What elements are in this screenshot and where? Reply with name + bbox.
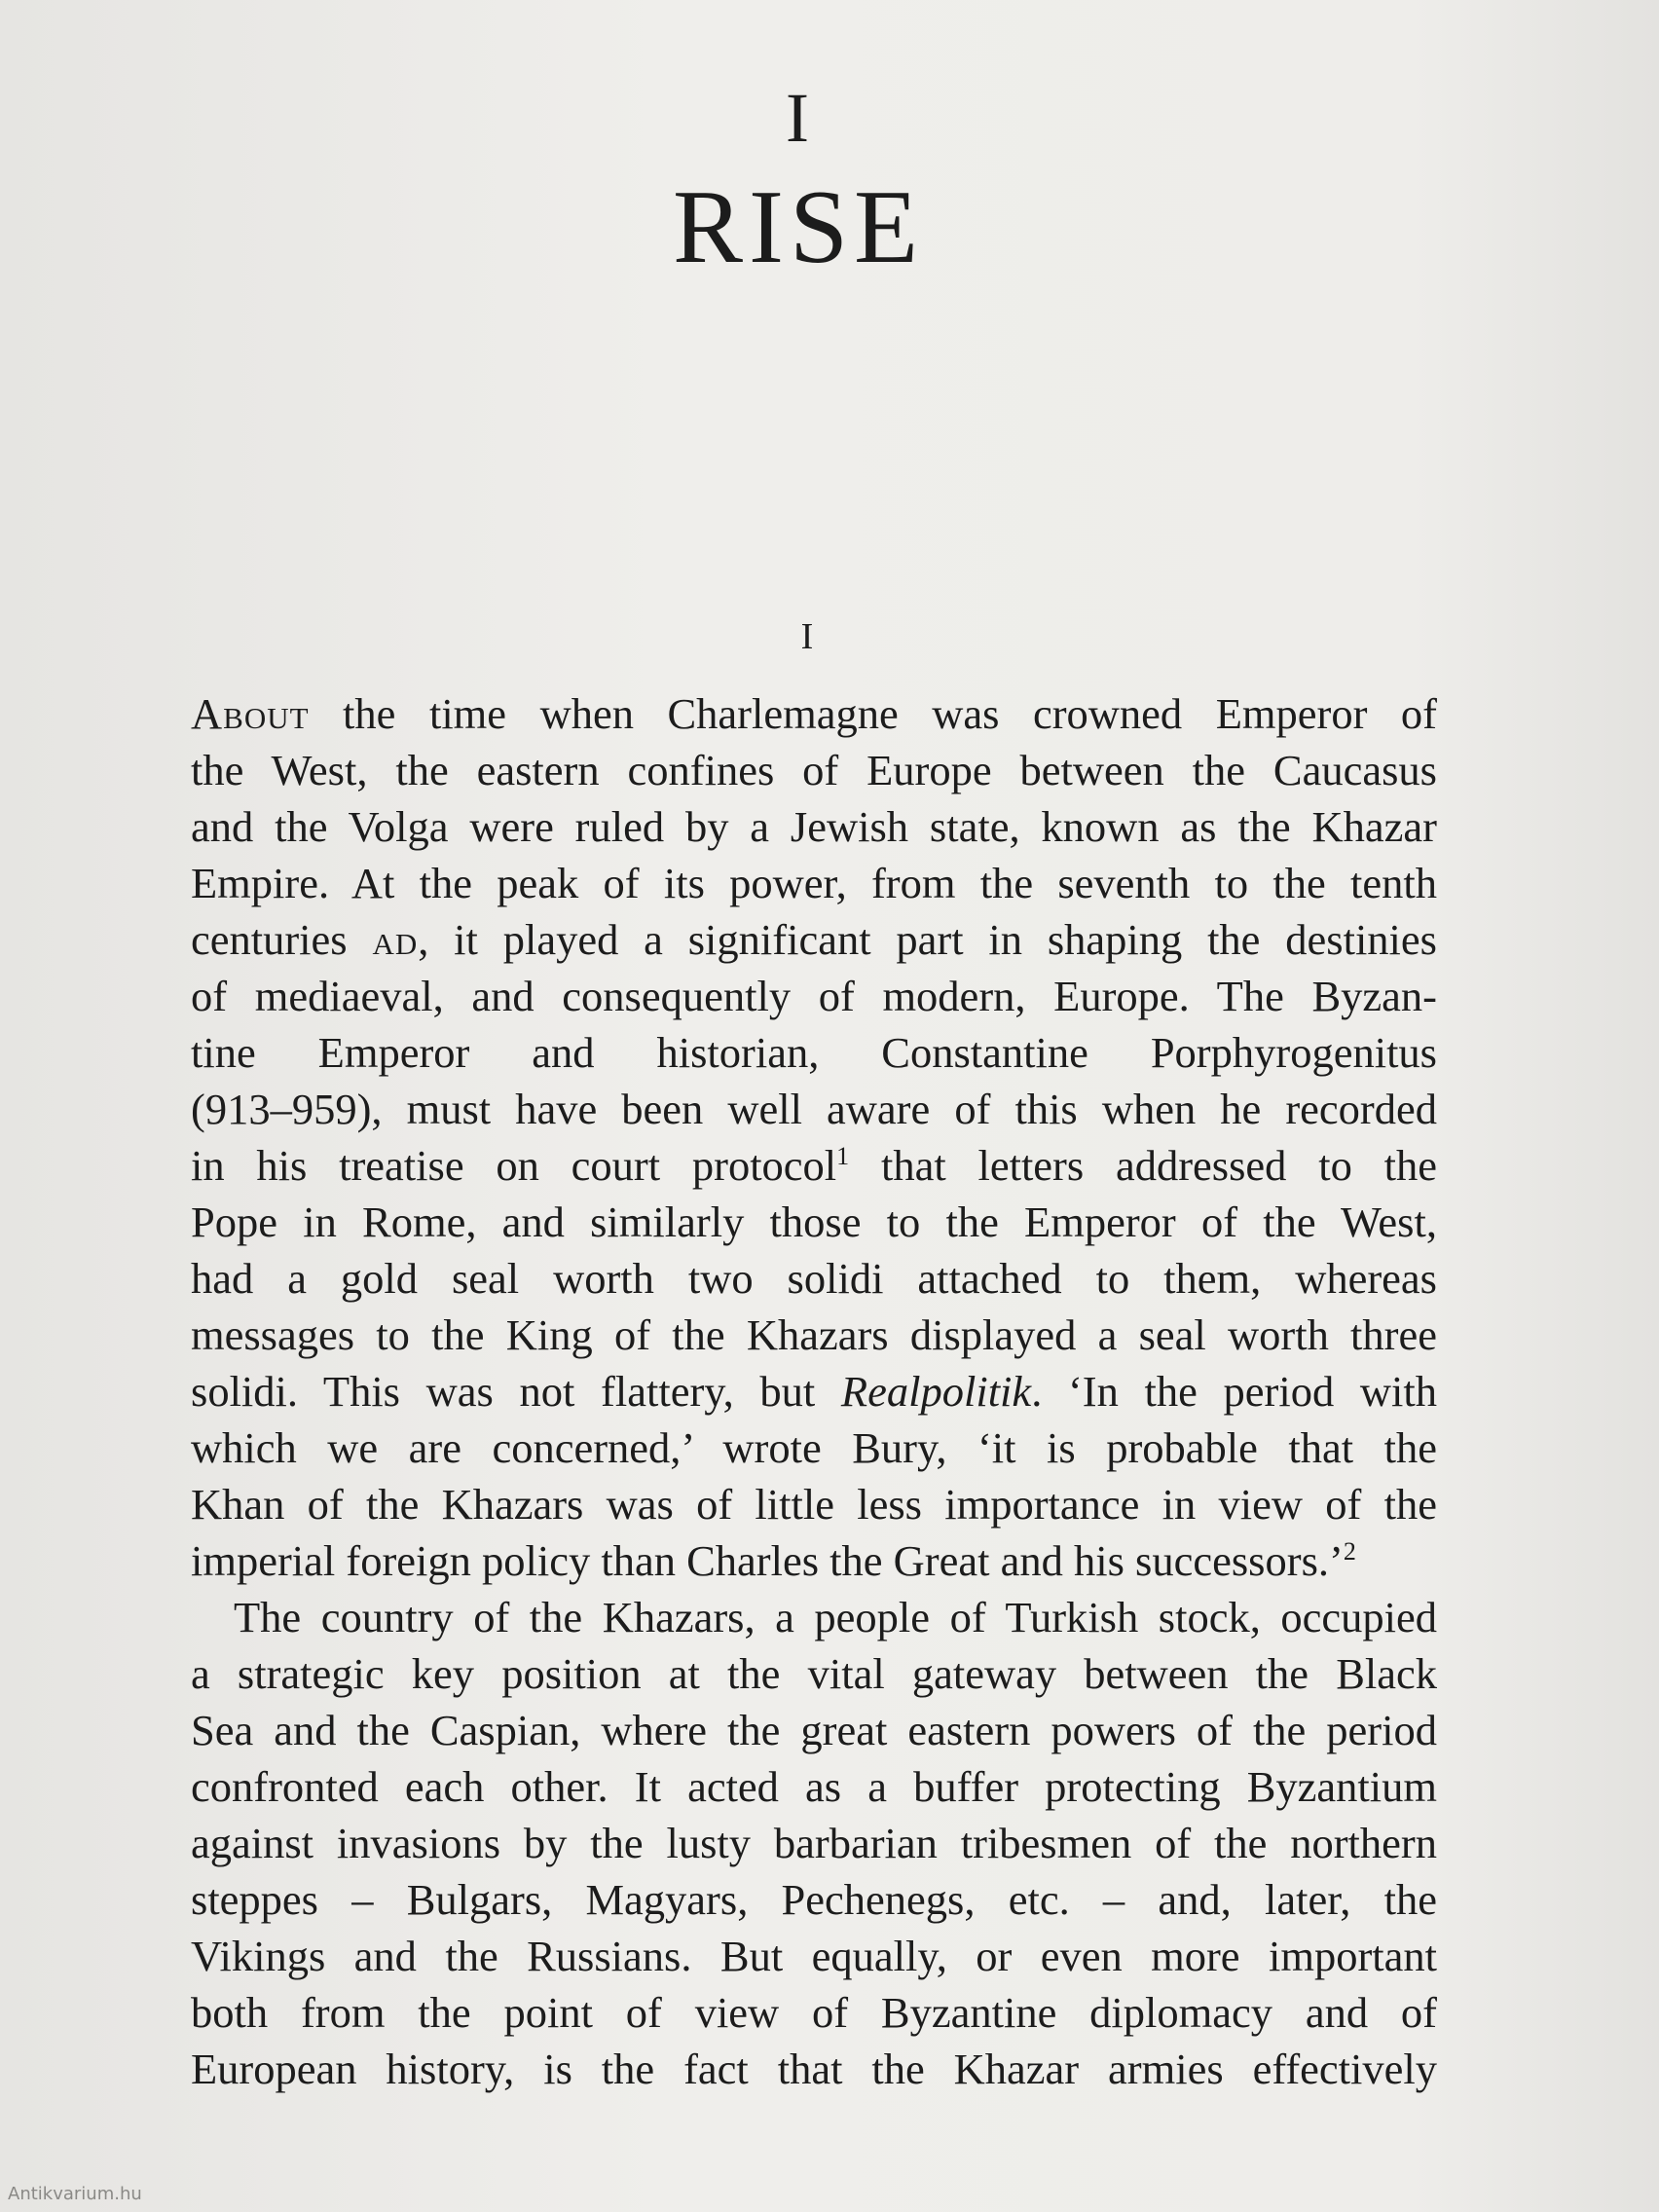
text-run: Realpolitik — [840, 1367, 1032, 1416]
text-run: About — [191, 689, 310, 738]
text-run: which we are concerned,’ wrote Bury, ‘it is probable that the — [191, 1423, 1437, 1472]
text-run: European history, is the fact that the Khazar armies effectively — [191, 2045, 1437, 2093]
text-line — [191, 1758, 1437, 1815]
text-run: centuries — [191, 915, 373, 964]
text-run: confronted each other. It acted as a buffer protecting Byzantium — [191, 1762, 1437, 1811]
text-run: , it played a significant part in shaping the destinies — [418, 915, 1437, 964]
text-line — [191, 1984, 1437, 2041]
body-text — [191, 685, 1437, 2097]
text-line — [191, 1589, 1437, 1645]
paragraph — [191, 1589, 1437, 2097]
text-line — [191, 1194, 1437, 1250]
text-line — [191, 1702, 1437, 1758]
text-line — [191, 742, 1437, 798]
chapter-title: RISE — [672, 169, 925, 285]
text-run: Sea and the Caspian, where the great eastern powers of the period — [191, 1706, 1437, 1754]
text-run: against invasions by the lusty barbarian tribesmen of the northern — [191, 1819, 1437, 1867]
text-line — [191, 1363, 1437, 1419]
text-line — [191, 855, 1437, 911]
text-line — [191, 911, 1437, 968]
text-run: (913–959), must have been well aware of this when he recorded — [191, 1085, 1437, 1133]
text-run: Pope in Rome, and similarly those to the Emperor of the West, — [191, 1198, 1437, 1246]
text-line — [191, 1928, 1437, 1984]
text-run: . ‘In the period with — [1031, 1367, 1437, 1416]
text-run: Empire. At the peak of its power, from the seventh to the tenth — [191, 859, 1437, 907]
text-run: ad — [372, 915, 419, 964]
section-number: I — [800, 616, 814, 657]
text-run: in his treatise on court protocol — [191, 1141, 837, 1190]
text-line — [191, 1024, 1437, 1081]
text-run: solidi. This was not flattery, but — [191, 1367, 841, 1416]
text-run: of mediaeval, and consequently of modern, Europe. The Byzan- — [191, 972, 1437, 1020]
text-line — [191, 1645, 1437, 1702]
text-run: tine Emperor and historian, Constantine Porphyrogenitus — [191, 1028, 1437, 1077]
text-line — [191, 2041, 1437, 2097]
text-run: both from the point of view of Byzantine diplomacy and of — [191, 1988, 1437, 2037]
text-line — [191, 1476, 1437, 1532]
text-run: the time when Charlemagne was crowned Emperor of — [309, 689, 1437, 738]
text-line — [191, 1137, 1437, 1194]
text-line — [191, 1250, 1437, 1307]
text-run: messages to the King of the Khazars displayed a seal worth three — [191, 1310, 1437, 1359]
text-line — [191, 685, 1437, 742]
text-run: and the Volga were ruled by a Jewish state, known as the Khazar — [191, 802, 1437, 851]
text-line — [191, 1871, 1437, 1928]
chapter-number: I — [786, 79, 811, 157]
text-run: had a gold seal worth two solidi attached to them, whereas — [191, 1254, 1437, 1303]
text-run: the West, the eastern confines of Europe between the Caucasus — [191, 746, 1437, 794]
text-run: The country of the Khazars, a people of Turkish stock, occupied — [234, 1593, 1437, 1641]
text-line — [191, 1419, 1437, 1476]
footnote-marker: 2 — [1343, 1537, 1356, 1566]
text-run: that letters addressed to the — [849, 1141, 1437, 1190]
text-run: a strategic key position at the vital gateway between the Black — [191, 1649, 1437, 1698]
text-line — [191, 1532, 1437, 1589]
text-line — [191, 1081, 1437, 1137]
text-line — [191, 1815, 1437, 1871]
text-line — [191, 1307, 1437, 1363]
paragraph — [191, 685, 1437, 1589]
text-run: steppes – Bulgars, Magyars, Pechenegs, etc. – and, later, the — [191, 1875, 1437, 1924]
text-run: imperial foreign policy than Charles the Great and his successors.’ — [191, 1536, 1344, 1585]
text-line — [191, 968, 1437, 1024]
text-run: Khan of the Khazars was of little less importance in view of the — [191, 1480, 1437, 1529]
text-line — [191, 798, 1437, 855]
watermark: Antikvarium.hu — [8, 2184, 142, 2204]
text-run: Vikings and the Russians. But equally, or even more important — [191, 1932, 1437, 1980]
footnote-marker: 1 — [836, 1142, 850, 1170]
